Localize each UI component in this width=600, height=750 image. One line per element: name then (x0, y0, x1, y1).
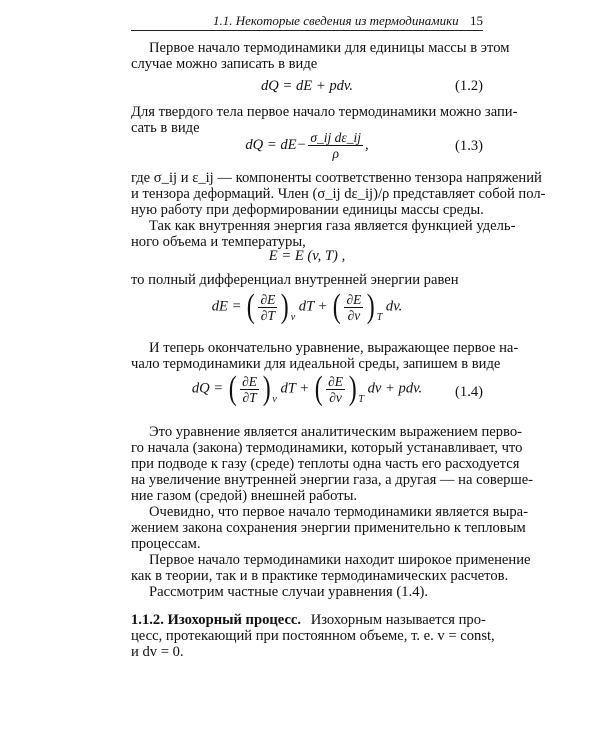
equation-1-3 (131, 128, 483, 166)
text-line: случае можно записать в виде (131, 56, 318, 72)
section-heading: 1.1.2. Изохорный процесс. (131, 612, 302, 628)
fraction (344, 292, 363, 323)
equation-body: dQ = dE + pdv. (261, 78, 353, 94)
text-line: го начала (закона) термодинамики, который устанавливает, что (131, 440, 523, 456)
text-line: жением закона сохранения энергии применительно к тепловым (131, 520, 526, 536)
right-paren: ) (262, 370, 271, 407)
equation-number: (1.3) (455, 138, 483, 154)
text-line: Для твердого тела первое начало термодинамики можно запи- (131, 104, 518, 120)
text-line: чало термодинамики для идеальной среды, запишем в виде (131, 356, 501, 372)
equation-mid: dT + (298, 298, 328, 315)
text-line: и тензора деформаций. Член (σ_ij dε_ij)/ρ представляет собой пол- (131, 186, 546, 202)
text-line: Рассмотрим частные случаи уравнения (1.4). (149, 584, 429, 600)
text-line: Изохорным называется про- (310, 612, 486, 628)
text-line: ние газом (средой) внешней работы. (131, 488, 358, 504)
fraction-denominator: ∂v (329, 389, 342, 405)
text-line: цесс, протекающий при постоянном объеме, т. е. v = const, (131, 628, 495, 644)
right-paren: ) (367, 288, 375, 325)
equation-mid: dT + (280, 380, 310, 397)
fraction-numerator: ∂E (328, 373, 344, 389)
left-paren: ( (246, 288, 255, 325)
equation-lhs: dQ = dE− (245, 136, 307, 153)
left-paren: ( (332, 288, 341, 325)
equation-number: (1.4) (455, 384, 483, 400)
fraction-denominator: ∂T (242, 389, 257, 405)
text-line: и dv = 0. (131, 644, 184, 660)
fraction (240, 374, 259, 405)
text-line: Так как внутренняя энергия газа является функцией удель- (149, 218, 516, 234)
left-paren: ( (314, 370, 323, 407)
equation-number: (1.2) (455, 78, 483, 94)
subscript: v (290, 312, 296, 324)
fraction-numerator: ∂E (242, 373, 258, 389)
fraction (258, 292, 277, 323)
subscript: v (272, 394, 277, 406)
text-line: ную работу при деформировании единицы массы среды. (131, 202, 484, 218)
section-heading-line (131, 612, 486, 628)
text-line: ного объема и температуры, (131, 234, 306, 250)
equation-tail: , (365, 136, 369, 153)
text-line: И теперь окончательно уравнение, выражающее первое на- (149, 340, 519, 356)
text-line: Первое начало термодинамики находит широкое применение (149, 552, 531, 568)
equation-body: E = E (v, T) , (268, 248, 346, 264)
equation-tail: dv. (385, 298, 403, 315)
subscript: T (358, 394, 364, 406)
fraction-numerator: σ_ij dε_ij (310, 130, 361, 145)
text-line: на увеличение внутренней энергии газа, а другая — на соверше- (131, 472, 534, 488)
fraction-denominator: ∂v (347, 307, 361, 323)
fraction-denominator: ρ (332, 146, 339, 161)
text-line: как в теории, так и в практике термодинамических расчетов. (131, 568, 509, 584)
equation-lhs: dE = (211, 298, 242, 315)
fraction (326, 374, 345, 405)
running-head-title: 1.1. Некоторые сведения из термодинамики (213, 13, 459, 28)
running-head (131, 12, 483, 31)
fraction-denominator: ∂T (260, 307, 275, 323)
text-line: при подводе к газу (среде) теплоты одна часть его расходуется (131, 456, 520, 472)
text-line: процессам. (131, 536, 201, 552)
fraction (308, 130, 363, 161)
right-paren: ) (281, 288, 289, 325)
equation-dE (131, 290, 483, 336)
equation-tail: dv + pdv. (367, 380, 423, 397)
fraction-numerator: ∂E (346, 291, 362, 307)
right-paren: ) (348, 370, 357, 407)
equation-1-4 (131, 372, 483, 418)
equation-lhs: dQ = (191, 380, 224, 397)
text-line: Очевидно, что первое начало термодинамики является выра- (149, 504, 528, 520)
text-line: то полный дифференциал внутренней энергии равен (131, 272, 459, 288)
text-line: где σ_ij и ε_ij — компоненты соответственно тензора напряжений (131, 170, 542, 186)
subscript: T (376, 312, 383, 324)
text-line: Первое начало термодинамики для единицы массы в этом (149, 40, 510, 56)
text-line: Это уравнение является аналитическим выражением перво- (149, 424, 523, 440)
fraction-numerator: ∂E (260, 291, 276, 307)
text-line: сать в виде (131, 120, 200, 136)
page-number: 15 (470, 13, 483, 28)
left-paren: ( (228, 370, 237, 407)
